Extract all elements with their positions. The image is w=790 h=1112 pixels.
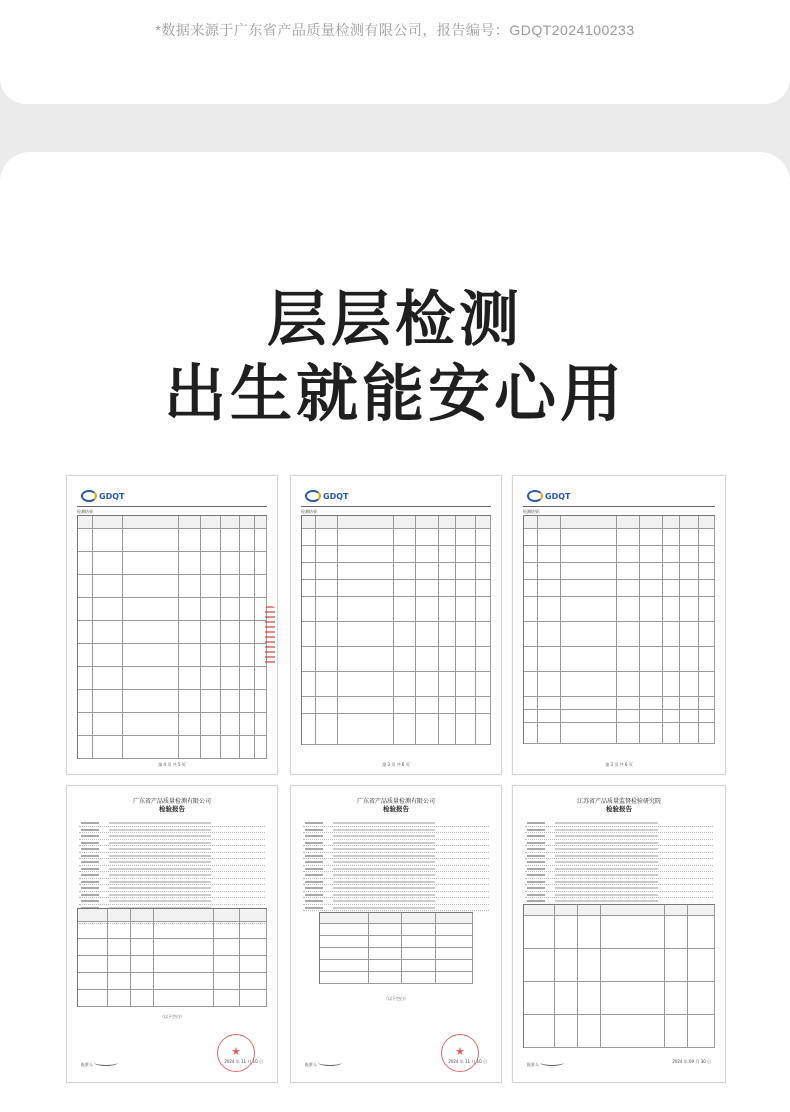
results-table [523, 904, 715, 1048]
inspection-report-1 [66, 785, 278, 1083]
blank-note: （以下空白） [160, 1014, 184, 1019]
signature-row: 批准人 2024 年 11 月 10 日 [305, 1059, 487, 1067]
page-number: 第 3 页 共 6 页 [605, 762, 633, 767]
seam-stamp [265, 606, 275, 666]
section-label: 检测结果： [77, 509, 97, 514]
results-table [77, 908, 267, 1007]
report-title: 检验报告 [159, 805, 185, 813]
signature-row: 批准人 2024 年 09 月 30 日 [527, 1059, 711, 1067]
page-number: 第 3 页 共 6 页 [382, 762, 410, 767]
gdqt-logo: GDQT [527, 490, 570, 502]
org-name: 江苏省产品质量监督检验研究院 [576, 798, 661, 805]
source-note: *数据来源于广东省产品质量检测有限公司，报告编号：GDQT2024100233 [155, 22, 635, 38]
test-report-1 [66, 475, 278, 775]
inspection-report-3 [512, 785, 726, 1083]
blank-note: （以下空白） [384, 996, 408, 1001]
page-number: 第 4 页 共 5 页 [158, 762, 186, 767]
report-title: 检验报告 [606, 805, 632, 813]
test-report-2 [290, 475, 502, 775]
signature [94, 1059, 118, 1066]
inspection-report-2 [290, 785, 502, 1083]
signature [318, 1059, 342, 1066]
test-report-3 [512, 475, 726, 775]
report-info [525, 820, 713, 911]
org-name: 广东省产品质量检测有限公司 [356, 798, 435, 805]
report-info [303, 820, 489, 911]
results-table [523, 515, 715, 744]
org-name: 广东省产品质量检测有限公司 [132, 798, 211, 805]
signature-row: 批准人 2024 年 11 月 10 日 [81, 1059, 263, 1067]
signature [540, 1059, 564, 1066]
section-label: 检测结果： [301, 509, 321, 514]
source-card [0, 0, 790, 104]
results-table [77, 515, 267, 759]
results-table [301, 515, 491, 745]
section-label: 检测结果： [523, 509, 543, 514]
results-table [319, 912, 473, 984]
headline-line-2: 出生就能安心用 [163, 357, 626, 430]
gdqt-logo-icon [305, 490, 321, 502]
headline-line-1: 层层检测 [267, 285, 523, 355]
report-title: 检验报告 [383, 805, 409, 813]
gdqt-logo: GDQT [81, 490, 124, 502]
gdqt-logo: GDQT [305, 490, 348, 502]
gdqt-logo-icon [81, 490, 97, 502]
gdqt-logo-icon [527, 490, 543, 502]
